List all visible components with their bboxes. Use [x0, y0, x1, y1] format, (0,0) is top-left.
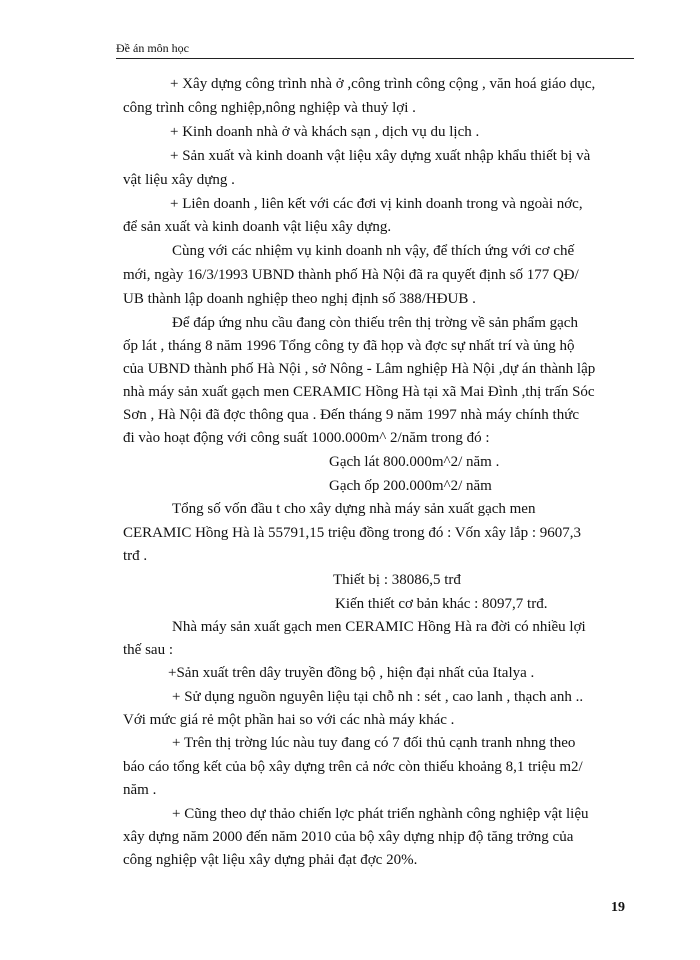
text-line: báo cáo tổng kết của bộ xây dựng trên cả nớc còn thiếu khoảng 8,1 triệu m2/ [123, 759, 583, 775]
text-line: nhà máy sản xuất gạch men CERAMIC Hồng Hà tại xã Mai Đình ,thị trấn Sóc [123, 384, 595, 400]
text-line: UB thành lập doanh nghiệp theo nghị định số 388/HĐUB . [123, 291, 476, 307]
page-number: 19 [611, 900, 625, 915]
text-line: mới, ngày 16/3/1993 UBND thành phố Hà Nội đã ra quyết định số 177 QĐ/ [123, 267, 579, 283]
text-line: năm . [123, 782, 157, 798]
text-line: thế sau : [123, 642, 173, 658]
text-line: của UBND thành phố Hà Nội , sở Nông - Lâm nghiệp Hà Nội ,dự án thành lập [123, 361, 596, 377]
text-line: đi vào hoạt động với công suất 1000.000m^ 2/năm trong đó : [123, 430, 490, 446]
text-line: + Sản xuất và kinh doanh vật liệu xây dựng xuất nhập khẩu thiết bị và [170, 148, 591, 164]
text-line: để sản xuất và kinh doanh vật liệu xây dựng. [123, 219, 392, 235]
text-line: Nhà máy sản xuất gạch men CERAMIC Hồng Hà ra đời có nhiều lợi [172, 619, 586, 635]
text-line: + Trên thị trờng lúc nàu tuy đang có 7 đối thủ cạnh tranh nhng theo [172, 735, 576, 751]
text-line: vật liệu xây dựng . [123, 172, 235, 188]
text-line: Với mức giá rẻ một phần hai so với các nhà máy khác . [123, 712, 455, 728]
text-line: Gạch ốp 200.000m^2/ năm [329, 478, 492, 494]
header-title: Đề án môn học [116, 41, 189, 55]
text-line: trđ . [123, 548, 148, 564]
text-line: +Sản xuất trên dây truyền đồng bộ , hiện đại nhất của Italya . [168, 665, 535, 681]
page-header [116, 40, 634, 59]
text-line: Tổng số vốn đầu t cho xây dựng nhà máy sản xuất gạch men [172, 501, 536, 517]
text-line: Kiến thiết cơ bản khác : 8097,7 trđ. [335, 596, 548, 612]
text-line: Sơn , Hà Nội đã đợc thông qua . Đến tháng 9 năm 1997 nhà máy chính thức [123, 407, 579, 423]
text-line: + Kinh doanh nhà ở và khách sạn , dịch vụ du lịch . [170, 124, 480, 140]
text-line: + Cũng theo dự thảo chiến lợc phát triển nghành công nghiệp vật liệu [172, 806, 589, 822]
text-line: + Sử dụng nguồn nguyên liệu tại chỗ nh : sét , cao lanh , thạch anh .. [172, 689, 584, 705]
text-line: công nghiệp vật liệu xây dựng phải đạt đợc 20%. [123, 852, 418, 868]
text-line: Cùng với các nhiệm vụ kinh doanh nh vậy, để thích ứng với cơ chế [172, 243, 575, 259]
text-line: công trình công nghiệp,nông nghiệp và thuỷ lợi . [123, 100, 416, 116]
text-line: ốp lát , tháng 8 năm 1996 Tổng công ty đã họp và đợc sự nhất trí và ủng hộ [123, 338, 575, 354]
text-line: + Xây dựng công trình nhà ở ,công trình công cộng , văn hoá giáo dục, [170, 76, 596, 92]
text-line: xây dựng năm 2000 đến năm 2010 của bộ xây dựng nhịp độ tăng trởng của [123, 829, 574, 845]
text-line: Để đáp ứng nhu cầu đang còn thiếu trên thị trờng về sản phẩm gạch [172, 315, 578, 331]
text-line: Gạch lát 800.000m^2/ năm . [329, 454, 500, 470]
text-line: Thiết bị : 38086,5 trđ [333, 572, 461, 588]
text-line: + Liên doanh , liên kết với các đơi vị kinh doanh trong và ngoài nớc, [170, 196, 583, 212]
text-line: CERAMIC Hồng Hà là 55791,15 triệu đồng trong đó : Vốn xây lắp : 9607,3 [123, 525, 582, 541]
